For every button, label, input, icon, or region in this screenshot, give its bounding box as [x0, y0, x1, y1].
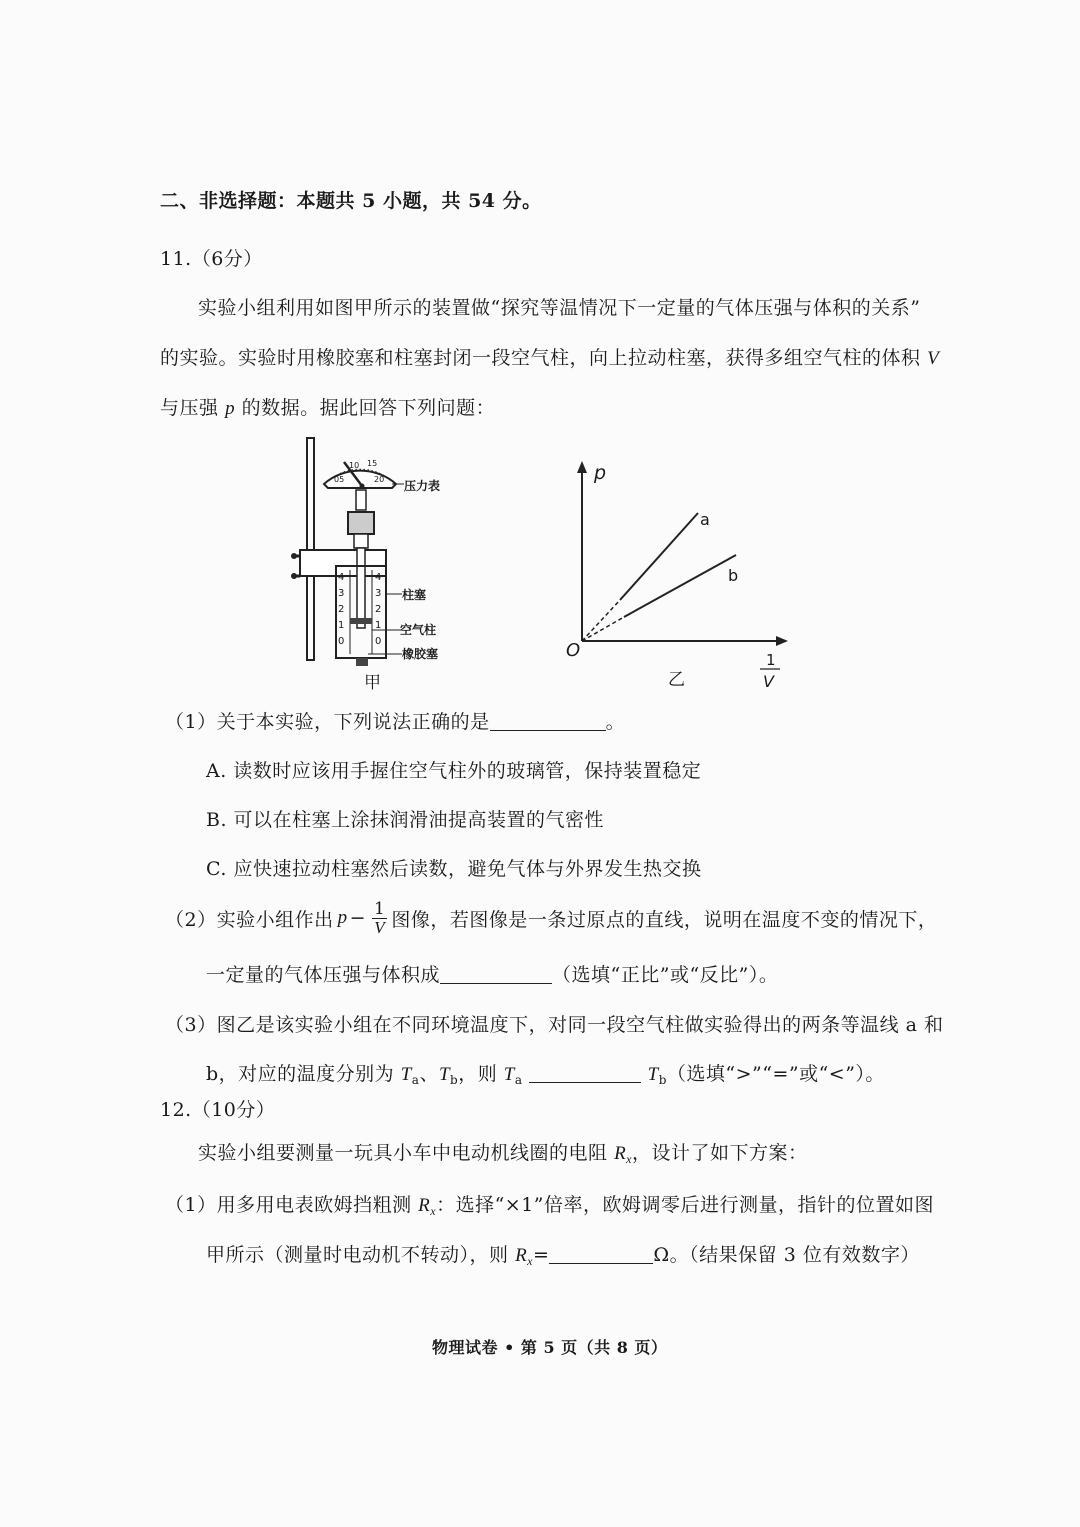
q12-number: 12.（10分）	[160, 1099, 276, 1121]
q11-intro-line2-text: 的实验。实验时用橡胶塞和柱塞封闭一段空气柱，向上拉动柱塞，获得多组空气柱的体积	[160, 347, 921, 369]
dial-15: 15	[367, 459, 378, 468]
q12-s1-b: ：选择“×1”倍率，欧姆调零后进行测量，指针的位置如图	[436, 1194, 935, 1216]
q11-s2-p: p	[337, 907, 348, 928]
q12-s1-c: 甲所示（测量时电动机不转动），则	[206, 1244, 509, 1266]
var-p: p	[225, 398, 236, 419]
q11-s1	[165, 707, 625, 734]
q11-s3-then: ，则	[458, 1063, 498, 1085]
fig-yi-caption: 乙	[668, 670, 685, 690]
q11-s2-fraction	[372, 900, 387, 937]
q11-s3-sep: 、	[419, 1063, 439, 1085]
q11-s2-blank[interactable]	[440, 965, 552, 984]
q11-s3-b: b，对应的温度分别为	[206, 1063, 395, 1085]
q11-s3-Ta2: T	[503, 1064, 515, 1085]
q11-intro-line3-b: 的数据。据此回答下列问题：	[241, 397, 496, 419]
q11-option-b[interactable]: B. 可以在柱塞上涂抹润滑油提高装置的气密性	[206, 809, 605, 831]
q12-s1-R2-sub: x	[527, 1254, 533, 1268]
q11-s3-line2	[206, 1059, 885, 1087]
q12-s1-R2: R	[515, 1245, 528, 1266]
x-label-den: V	[763, 672, 774, 691]
q11-s1-end: 。	[605, 711, 626, 733]
dial-20: 20	[374, 475, 385, 484]
q11-number: 11.（6分）	[160, 248, 263, 270]
q12-intro-b: ，设计了如下方案：	[632, 1142, 808, 1164]
origin-label: O	[566, 640, 581, 661]
plunger-label: 柱塞	[402, 588, 427, 602]
x-label-num: 1	[766, 651, 776, 669]
q11-s2-den: V	[374, 917, 386, 937]
y-axis-label: p	[594, 462, 607, 484]
q11-s3-Tb: T	[438, 1064, 451, 1085]
q11-s3-blank[interactable]	[529, 1064, 641, 1083]
q11-s2-num: 1	[374, 898, 386, 919]
q11-option-a[interactable]: A. 读数时应该用手握住空气柱外的玻璃管，保持装置稳定	[206, 760, 702, 782]
q12-s1-line2	[206, 1240, 920, 1269]
q11-s1-blank[interactable]	[490, 712, 606, 731]
scale-left-1: 1	[338, 620, 345, 631]
q11-option-c[interactable]: C. 应快速拉动柱塞然后读数，避免气体与外界发生热交换	[206, 858, 702, 880]
q12-s1-a: （1）用多用电表欧姆挡粗测	[165, 1194, 412, 1216]
q12-s1-R: R	[418, 1195, 431, 1216]
q11-s2-minus: −	[349, 907, 367, 929]
dial-05: 05	[334, 475, 345, 484]
figure-apparatus	[280, 432, 470, 692]
line-a	[620, 513, 698, 600]
q11-s2-b: 图像，若图像是一条过原点的直线，说明在温度不变的情况下，	[391, 908, 938, 931]
line-a-label: a	[700, 510, 710, 529]
q11-s3-end: （选填“>”“=”或“<”）。	[666, 1063, 885, 1085]
q11-intro-line3	[160, 393, 495, 420]
q11-s1-text: （1）关于本实验，下列说法正确的是	[165, 711, 490, 733]
q11-s2-a: （2）实验小组作出	[165, 908, 334, 931]
line-a-dashed	[582, 600, 620, 641]
q11-intro-line1: 实验小组利用如图甲所示的装置做“探究等温情况下一定量的气体压强与体积的关系”	[198, 297, 921, 319]
scale-right-3: 3	[375, 588, 382, 599]
scale-left-0: 0	[338, 636, 345, 647]
scale-left-3: 3	[338, 588, 345, 599]
gauge-label: 压力表	[404, 479, 441, 493]
q11-s3-Ta-sub: a	[411, 1073, 420, 1087]
q12-s1-line1	[165, 1190, 934, 1219]
stopper-label: 橡胶塞	[402, 647, 439, 661]
line-b-label: b	[728, 566, 739, 585]
q11-intro-line3-a: 与压强	[160, 397, 219, 419]
figure-pv-graph	[560, 455, 800, 695]
q12-s1-d: Ω。（结果保留 3 位有效数字）	[653, 1244, 920, 1266]
q12-s1-R-sub: x	[430, 1204, 437, 1218]
q11-intro-line2	[160, 343, 939, 370]
scale-right-1: 1	[375, 620, 382, 631]
q11-s2	[165, 893, 937, 943]
dial-10: 10	[349, 461, 360, 470]
scale-left-2: 2	[338, 604, 345, 615]
q12-s1-blank[interactable]	[549, 1245, 653, 1264]
q12-R-sub: x	[626, 1152, 632, 1166]
page-footer: 物理试卷 • 第 5 页（共 8 页）	[432, 1338, 668, 1357]
q12-R: R	[614, 1143, 627, 1164]
var-v: V	[927, 348, 940, 369]
scale-left-4: 4	[338, 572, 345, 583]
section-heading: 二、非选择题：本题共 5 小题，共 54 分。	[160, 190, 542, 212]
aircol-label: 空气柱	[400, 623, 437, 637]
q11-s3-line1: （3）图乙是该实验小组在不同环境温度下，对同一段空气柱做实验得出的两条等温线 a 和	[165, 1014, 944, 1036]
q11-s3-Tb2-sub: b	[658, 1073, 667, 1087]
fig-jia-caption: 甲	[364, 673, 381, 692]
line-b	[624, 555, 739, 617]
line-b-dashed	[582, 617, 624, 641]
q11-s2-d: （选填“正比”或“反比”）。	[552, 964, 779, 986]
scale-right-4: 4	[375, 572, 382, 583]
q11-s3-Tb2: T	[647, 1064, 659, 1085]
q11-s2-line2	[206, 960, 778, 987]
q11-s3-Tb-sub: b	[450, 1073, 459, 1087]
q11-s3-Ta: T	[400, 1064, 412, 1085]
q12-intro-a: 实验小组要测量一玩具小车中电动机线圈的电阻	[198, 1142, 608, 1164]
q11-s3-Ta2-sub: a	[514, 1073, 523, 1087]
scale-right-2: 2	[375, 604, 382, 615]
q12-s1-eq: =	[533, 1244, 550, 1266]
q12-intro	[198, 1138, 808, 1167]
q11-s2-c: 一定量的气体压强与体积成	[206, 964, 441, 986]
scale-right-0: 0	[375, 636, 382, 647]
